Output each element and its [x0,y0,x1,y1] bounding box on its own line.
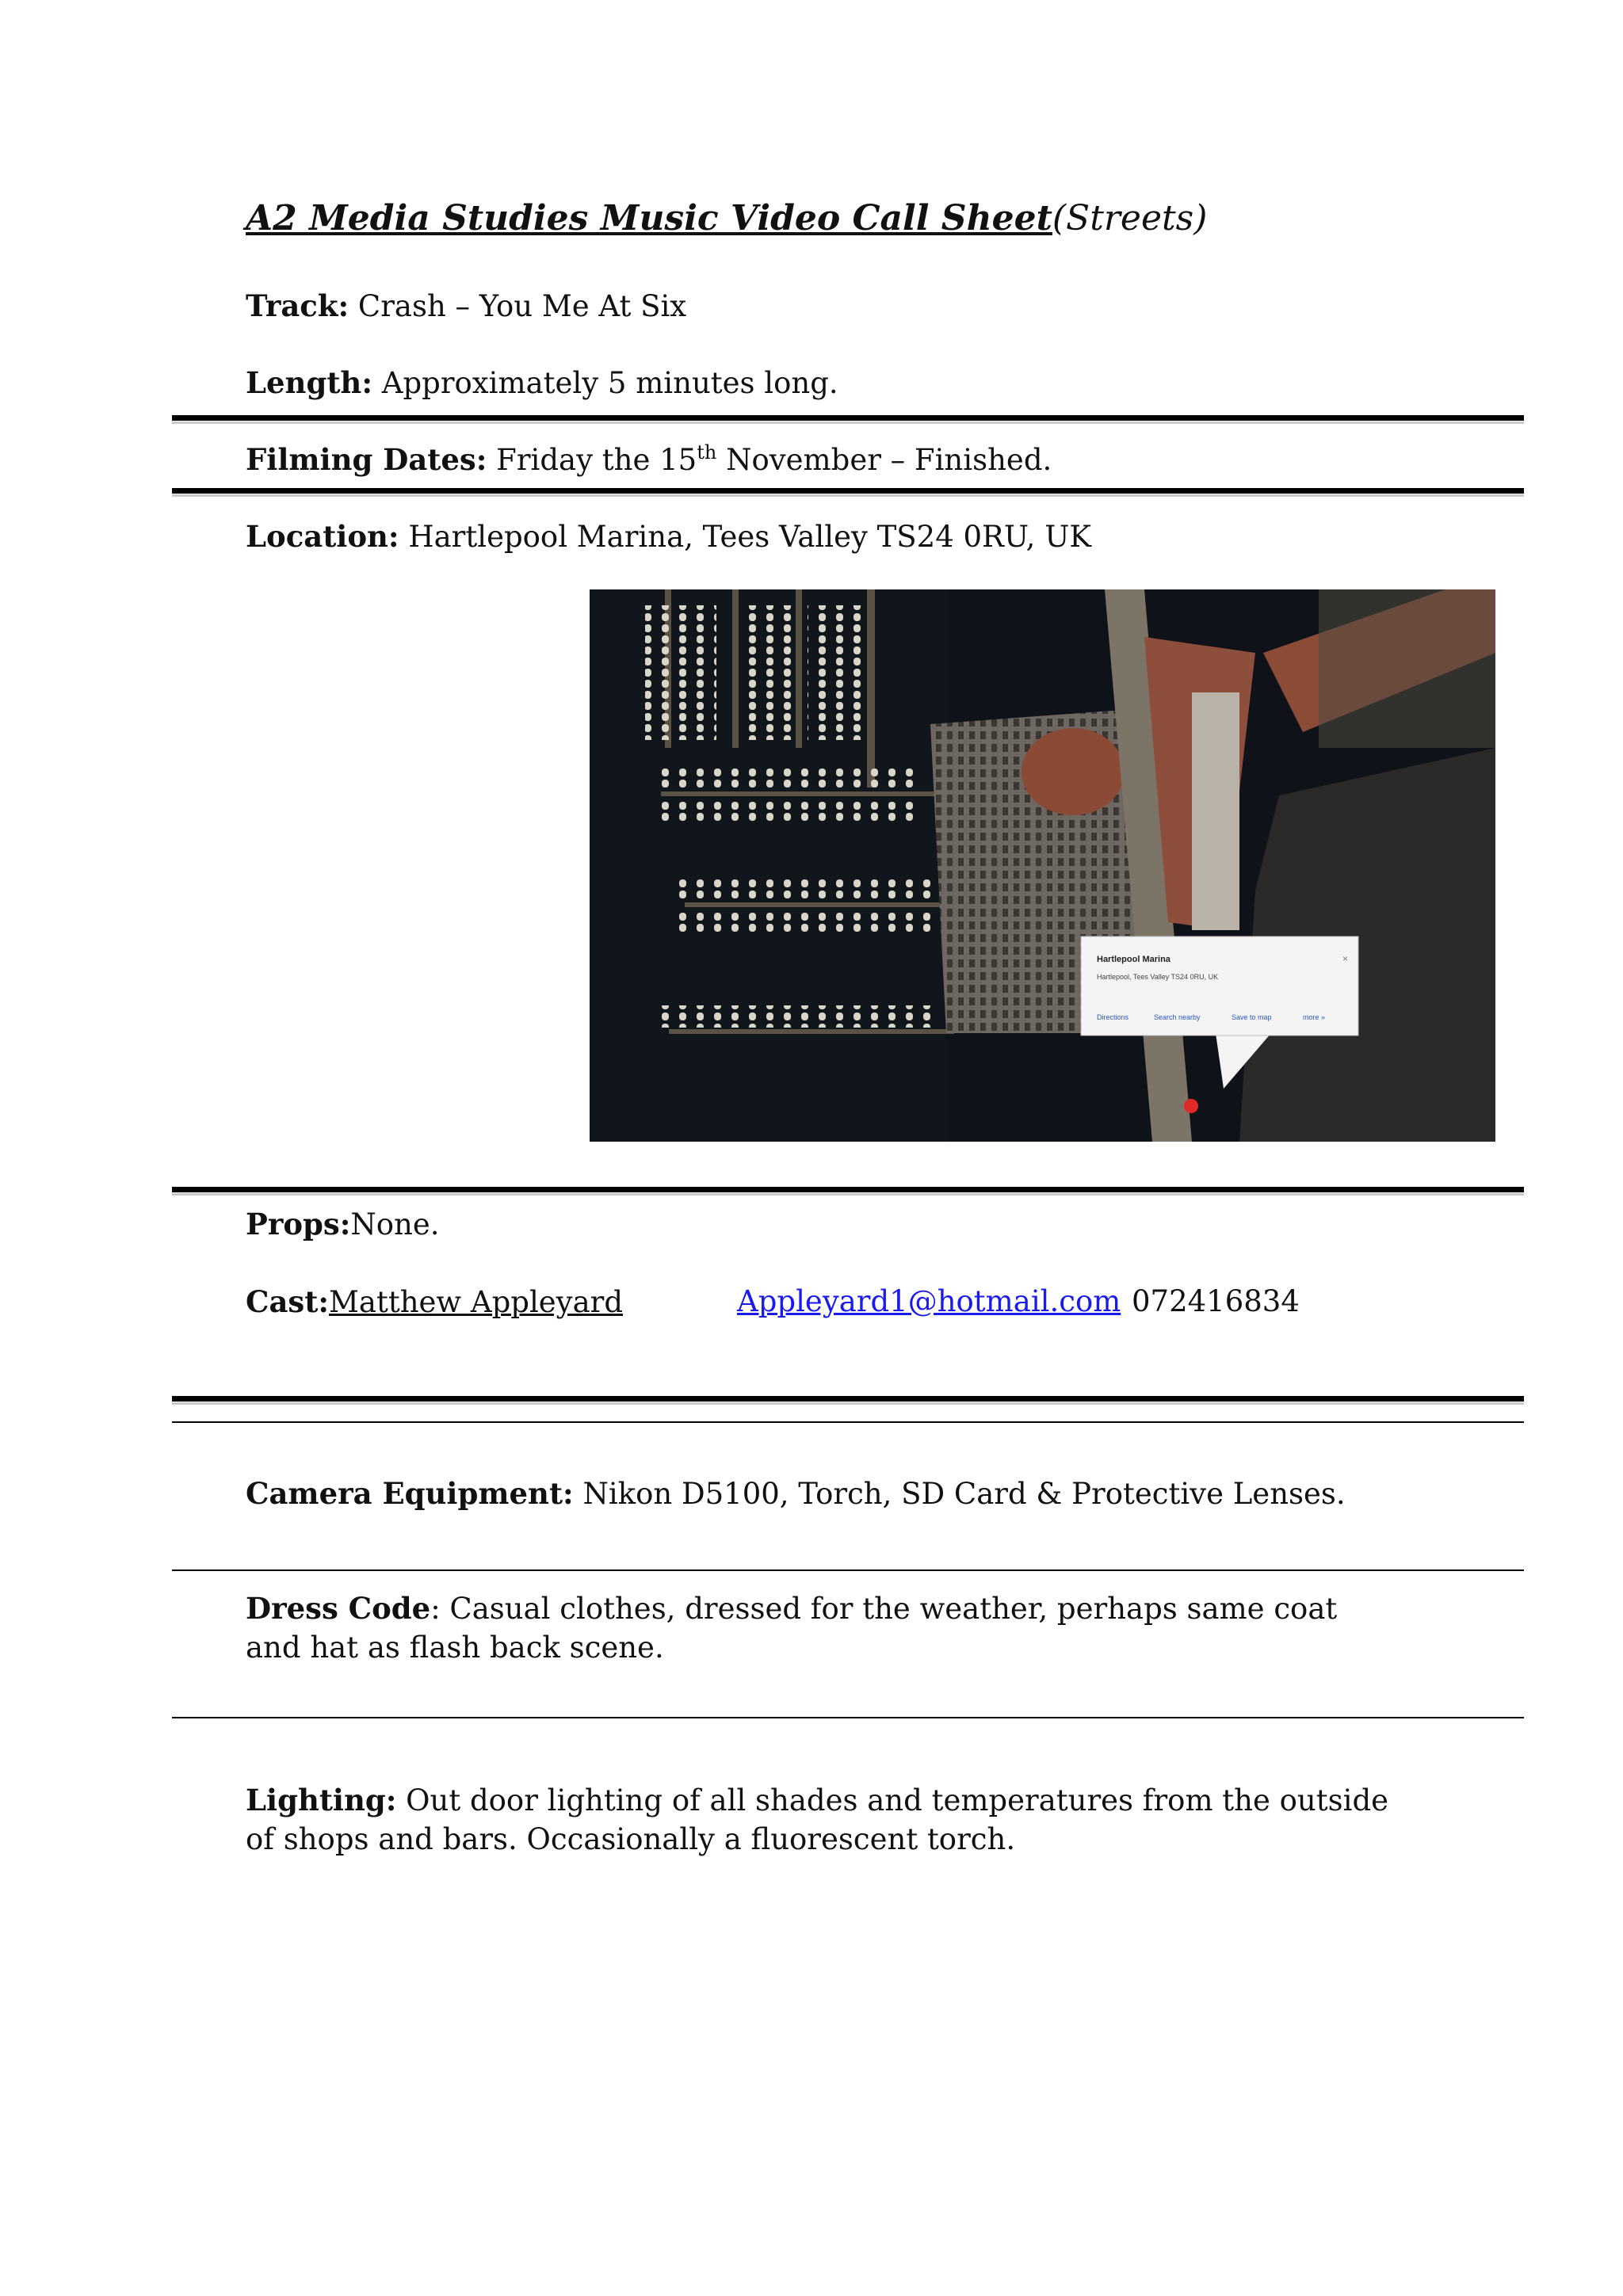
cast-line [246,1283,623,1322]
map-marker-icon[interactable] [1184,1099,1198,1113]
filming-post: November – Finished. [716,443,1052,477]
filming-line [246,441,1052,479]
title-main: A2 Media Studies Music Video Call Sheet [246,198,1052,238]
divider [172,488,1524,494]
cast-phone: 072416834 [1132,1284,1300,1318]
cast-label: Cast: [246,1284,330,1319]
track-value: Crash – You Me At Six [349,289,687,323]
props-line [246,1205,440,1244]
track-line [246,287,686,326]
lighting-value: Out door lighting of all shades and temperatures from the outside of shops and bars. Occasionally a fluorescent torch. [246,1783,1389,1856]
track-label: Track: [246,288,349,323]
popup-close-icon[interactable]: × [1342,953,1349,964]
camera-line [246,1474,1346,1513]
divider [172,1396,1524,1402]
filming-sup: th [697,441,717,463]
filming-pre: Friday the 15 [487,443,697,477]
dress-value: : Casual clothes, dressed for the weather, perhaps same coat and hat as flash back scene. [246,1592,1338,1665]
divider-shadow [172,1402,1524,1405]
cast-email[interactable]: Appleyard1@hotmail.com [737,1284,1121,1318]
length-value: Approximately 5 minutes long. [372,366,838,400]
camera-value: Nikon D5100, Torch, SD Card & Protective Lenses. [573,1477,1346,1511]
roundabout-building [1022,728,1125,815]
location-label: Location: [246,519,399,554]
dress-code-paragraph [246,1589,1395,1667]
popup-link[interactable]: Directions [1097,1013,1129,1021]
marina-map-image [590,589,1495,1142]
filming-label: Filming Dates: [246,442,487,477]
popup-link[interactable]: Save to map [1232,1013,1272,1021]
cast-name: Matthew Appleyard [329,1285,624,1319]
page-title [246,196,1207,241]
props-value: None. [350,1207,440,1241]
props-label: Props: [246,1207,351,1241]
dress-label: Dress Code [246,1591,431,1626]
popup-link[interactable]: more » [1303,1013,1326,1021]
lighting-label: Lighting: [246,1783,397,1817]
divider [172,1421,1524,1423]
popup-title: Hartlepool Marina [1097,955,1170,964]
length-line [246,364,838,402]
divider-shadow [172,421,1524,424]
lighting-paragraph [246,1781,1395,1859]
popup-link[interactable]: Search nearby [1154,1013,1201,1021]
location-value: Hartlepool Marina, Tees Valley TS24 0RU, UK [399,520,1092,554]
divider [172,1569,1524,1571]
divider [172,1717,1524,1718]
divider [172,1187,1524,1192]
length-label: Length: [246,365,372,400]
divider-shadow [172,494,1524,497]
popup-address: Hartlepool, Tees Valley TS24 0RU, UK [1097,973,1219,981]
title-suffix: (Streets) [1052,198,1208,238]
long-building [1192,692,1239,930]
divider [172,415,1524,421]
cast-email-link[interactable] [737,1283,1121,1321]
location-line [246,517,1091,556]
divider-shadow [172,1193,1524,1196]
camera-label: Camera Equipment: [246,1476,574,1511]
